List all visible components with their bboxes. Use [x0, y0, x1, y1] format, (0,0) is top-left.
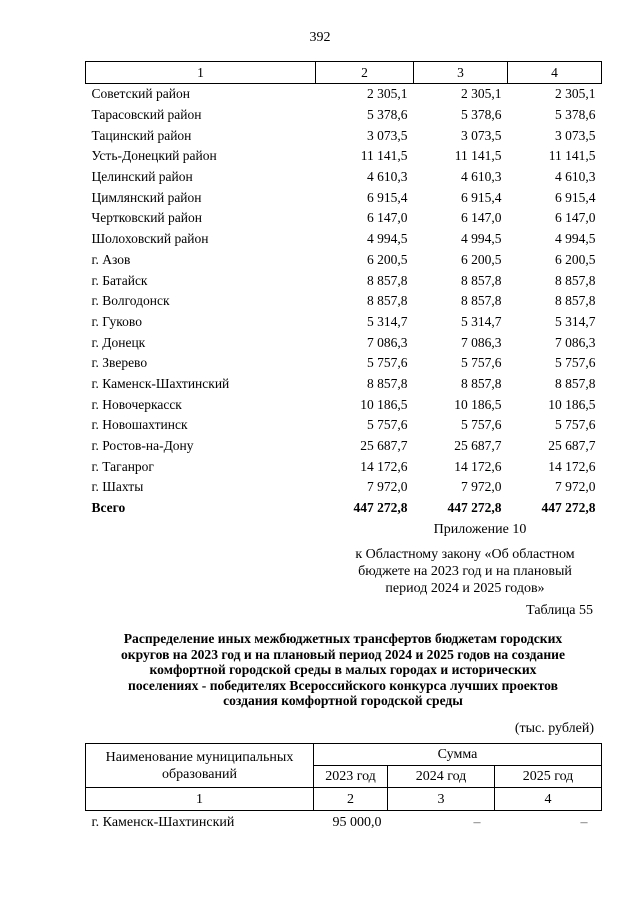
amount-2023: 5 378,6 — [367, 107, 408, 123]
municipality-name: г. Зверево — [91, 355, 148, 371]
amount-2024: 6 915,4 — [461, 189, 502, 205]
amount-2023: 8 857,8 — [367, 375, 408, 391]
table-row — [86, 167, 602, 188]
amount-2025: 6 915,4 — [555, 189, 596, 205]
header-line: образований — [162, 766, 237, 782]
table-row — [86, 312, 602, 333]
total-row — [86, 498, 602, 519]
municipality-name: Целинский район — [91, 169, 193, 185]
table-row — [86, 146, 602, 167]
total-label: Всего — [91, 500, 126, 516]
amount-2023: 6 200,5 — [367, 251, 408, 267]
column-number: 1 — [86, 62, 316, 84]
amount-2023: 4 994,5 — [367, 231, 408, 247]
title-line: комфортной городской среды в малых городах и исторических — [149, 662, 537, 678]
page-number: 392 — [309, 30, 331, 45]
title-line: округов на 2023 год и на плановый период 2024 и 2025 годов на создание — [120, 646, 566, 662]
amount-2024: 7 086,3 — [461, 334, 502, 350]
amount-2024: 4 610,3 — [461, 169, 502, 185]
table-row — [86, 105, 602, 126]
year-header: 2025 год — [495, 766, 602, 788]
table-row — [86, 229, 602, 250]
amount-2024: 8 857,8 — [461, 272, 502, 288]
amount-2024: 8 857,8 — [461, 375, 502, 391]
table-row — [86, 125, 602, 146]
sum-column-header: Сумма — [314, 744, 602, 766]
column-number: 2 — [314, 788, 388, 811]
amount-2025: 4 610,3 — [555, 169, 596, 185]
amount-2023: 95 000,0 — [332, 814, 382, 830]
municipality-name: Шолоховский район — [91, 231, 209, 247]
amount-2023: 6 915,4 — [367, 189, 408, 205]
table-body — [86, 62, 602, 519]
municipality-name: г. Новочеркасск — [91, 396, 182, 412]
municipality-name: г. Каменск-Шахтинский — [91, 814, 235, 830]
year-header: 2023 год — [314, 766, 388, 788]
amount-2025: 3 073,5 — [555, 127, 596, 143]
municipality-name: г. Гуково — [91, 313, 142, 329]
amount-2025: 5 314,7 — [555, 313, 596, 329]
amount-2024: 2 305,1 — [461, 86, 502, 102]
amount-2023: 14 172,6 — [360, 458, 408, 474]
amount-2025: 7 086,3 — [555, 334, 596, 350]
municipality-name: г. Каменск-Шахтинский — [91, 375, 230, 391]
title-line: Распределение иных межбюджетных трансфертов бюджетам городских — [123, 631, 563, 646]
amount-2025: 6 147,0 — [555, 210, 596, 226]
amount-2023: 8 857,8 — [367, 293, 408, 309]
amount-2024: 25 687,7 — [454, 438, 502, 454]
municipality-name: г. Новошахтинск — [91, 417, 188, 433]
municipality-name: г. Азов — [91, 251, 131, 267]
amount-2025: – — [580, 814, 588, 830]
amount-2024: 14 172,6 — [454, 458, 502, 474]
amount-2023: 5 757,6 — [367, 355, 408, 371]
table-row — [86, 270, 602, 291]
total-2023: 447 272,8 — [353, 500, 408, 516]
amount-2023: 25 687,7 — [360, 438, 408, 454]
amount-2024: 4 994,5 — [461, 231, 502, 247]
table-row — [86, 811, 602, 834]
municipality-name: Чертковский район — [91, 210, 202, 226]
transfers-table-continued — [85, 61, 602, 518]
table-row — [86, 208, 602, 229]
column-number-row — [86, 788, 602, 811]
amount-2024: – — [473, 814, 481, 830]
amount-2024: 11 141,5 — [454, 148, 502, 164]
allocation-table — [85, 743, 602, 833]
amount-2025: 11 141,5 — [548, 148, 596, 164]
header-line: Наименование муниципальных — [105, 749, 294, 765]
municipality-name: Тацинский район — [91, 127, 192, 143]
municipality-name: Цимлянский район — [91, 189, 202, 205]
municipality-name: Советский район — [91, 86, 190, 102]
amount-2025: 5 757,6 — [555, 355, 596, 371]
amount-2025: 5 757,6 — [555, 417, 596, 433]
amount-2025: 8 857,8 — [555, 272, 596, 288]
column-number: 4 — [508, 62, 602, 84]
amount-2025: 7 972,0 — [555, 479, 596, 495]
table-row — [86, 436, 602, 457]
amount-2024: 5 757,6 — [461, 417, 502, 433]
header-row — [86, 744, 602, 766]
title-line: поселениях - победителях Всероссийского конкурса лучших проектов — [128, 677, 558, 693]
municipality-column-header — [86, 744, 314, 788]
column-number: 2 — [316, 62, 414, 84]
amount-2023: 5 757,6 — [367, 417, 408, 433]
amount-2023: 11 141,5 — [360, 148, 408, 164]
municipality-name: г. Таганрог — [91, 458, 154, 474]
amount-2025: 10 186,5 — [548, 396, 596, 412]
appendix-law-line: период 2024 и 2025 годов» — [385, 581, 545, 596]
amount-2024: 10 186,5 — [454, 396, 502, 412]
municipality-name: г. Батайск — [91, 272, 148, 288]
appendix-law-line: к Областному закону «Об областном — [355, 547, 575, 562]
column-number: 3 — [414, 62, 508, 84]
document-title — [85, 631, 601, 709]
table-row — [86, 187, 602, 208]
table-row — [86, 84, 602, 105]
municipality-name: г. Донецк — [91, 334, 146, 350]
amount-2024: 3 073,5 — [461, 127, 502, 143]
table-row — [86, 415, 602, 436]
amount-2024: 8 857,8 — [461, 293, 502, 309]
amount-2025: 2 305,1 — [555, 86, 596, 102]
amount-2024: 6 147,0 — [461, 210, 502, 226]
year-header: 2024 год — [388, 766, 495, 788]
amount-2024: 7 972,0 — [461, 479, 502, 495]
column-number: 1 — [86, 788, 314, 811]
appendix-law-reference — [340, 546, 590, 597]
amount-2025: 4 994,5 — [555, 231, 596, 247]
table-row — [86, 291, 602, 312]
table-row — [86, 250, 602, 271]
amount-2023: 4 610,3 — [367, 169, 408, 185]
amount-2023: 7 086,3 — [367, 334, 408, 350]
amount-2025: 8 857,8 — [555, 375, 596, 391]
amount-2023: 6 147,0 — [367, 210, 408, 226]
table-row — [86, 332, 602, 353]
municipality-name: г. Шахты — [91, 479, 144, 495]
table-label: Таблица 55 — [526, 603, 593, 618]
amount-2025: 8 857,8 — [555, 293, 596, 309]
amount-2023: 8 857,8 — [367, 272, 408, 288]
amount-2023: 2 305,1 — [367, 86, 408, 102]
table-row — [86, 374, 602, 395]
table-row — [86, 456, 602, 477]
units-label: (тыс. рублей) — [514, 721, 594, 736]
amount-2023: 10 186,5 — [360, 396, 408, 412]
column-number: 3 — [388, 788, 495, 811]
appendix-title: Приложение 10 — [433, 522, 527, 537]
table-row — [86, 394, 602, 415]
appendix-law-line: бюджете на 2023 год и на плановый — [358, 564, 572, 579]
amount-2024: 5 378,6 — [461, 107, 502, 123]
amount-2025: 14 172,6 — [548, 458, 596, 474]
amount-2025: 5 378,6 — [555, 107, 596, 123]
municipality-name: Тарасовский район — [91, 107, 202, 123]
municipality-name: Усть-Донецкий район — [91, 148, 217, 164]
amount-2024: 5 757,6 — [461, 355, 502, 371]
amount-2025: 6 200,5 — [555, 251, 596, 267]
table-row — [86, 477, 602, 498]
column-number: 4 — [495, 788, 602, 811]
table-row — [86, 353, 602, 374]
column-number-row — [86, 62, 602, 84]
amount-2023: 3 073,5 — [367, 127, 408, 143]
municipality-name: г. Волгодонск — [91, 293, 170, 309]
amount-2024: 5 314,7 — [461, 313, 502, 329]
amount-2023: 7 972,0 — [367, 479, 408, 495]
amount-2024: 6 200,5 — [461, 251, 502, 267]
amount-2025: 25 687,7 — [548, 438, 596, 454]
total-2024: 447 272,8 — [447, 500, 502, 516]
title-line: создания комфортной городской среды — [223, 693, 463, 709]
total-2025: 447 272,8 — [541, 500, 596, 516]
municipality-name: г. Ростов-на-Дону — [91, 438, 194, 454]
amount-2023: 5 314,7 — [367, 313, 408, 329]
